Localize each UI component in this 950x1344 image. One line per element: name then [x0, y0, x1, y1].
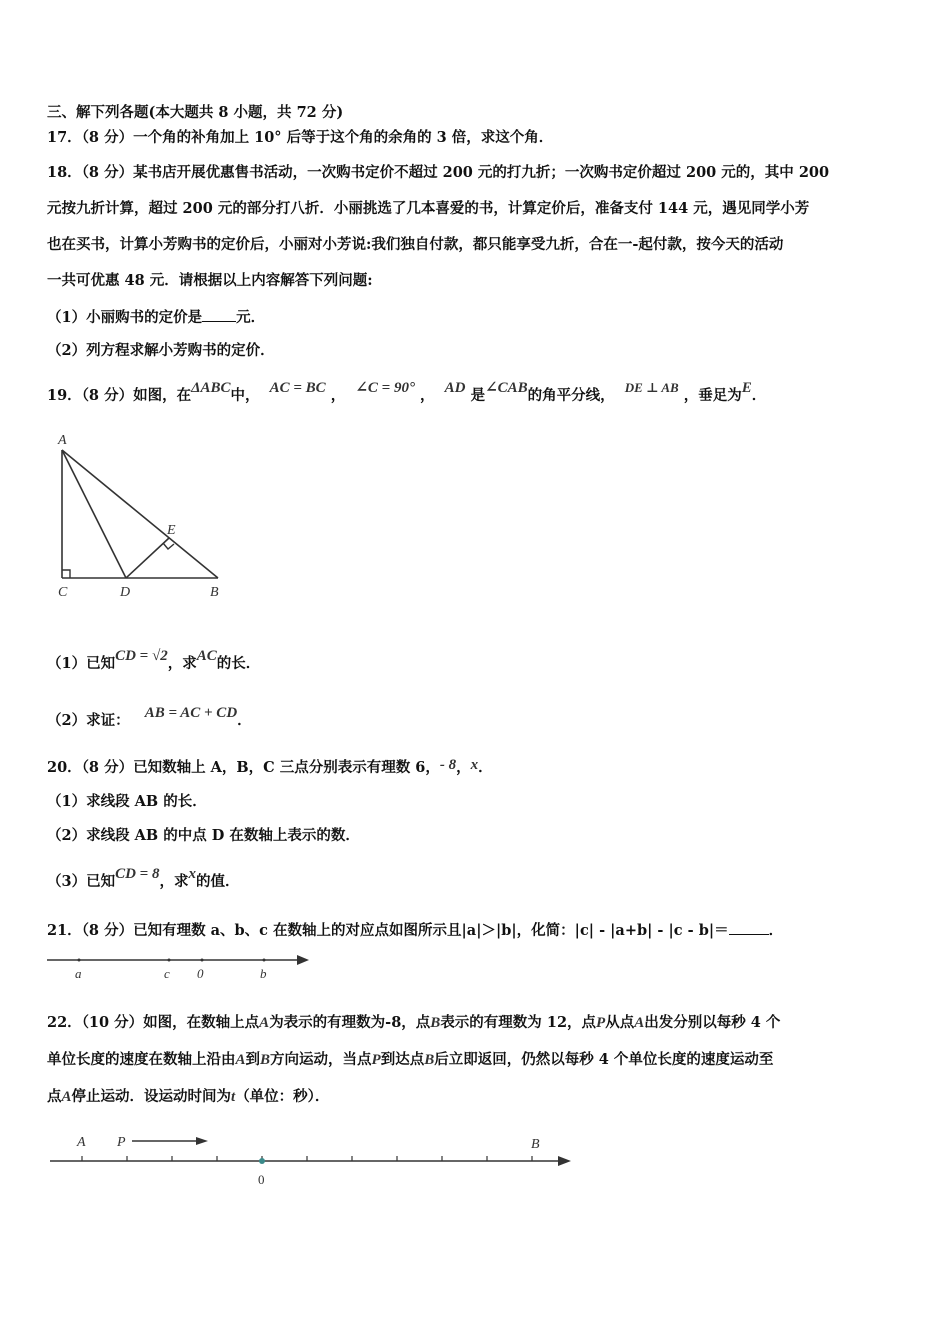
q22-label-b: B	[531, 1137, 540, 1152]
question-19	[47, 380, 767, 406]
math-neg8: - 8	[439, 757, 457, 773]
q22-label-0: 0	[258, 1172, 265, 1187]
q20-t1: （8 分）已知数轴上 A，B，C 三点分别表示有理数 6，	[81, 759, 440, 776]
math-b: B	[430, 1015, 441, 1031]
math-cd-sqrt2: CD = √2	[115, 648, 168, 664]
question-18-line1	[47, 163, 829, 183]
fig-label-a: A	[58, 433, 67, 448]
section-header: 三、解下列各题(本大题共 8 小题，共 72 分)	[47, 104, 344, 121]
math-a: A	[634, 1015, 645, 1031]
q21-end: ．	[768, 922, 784, 939]
question-18-line3: 也在买书，计算小芳购书的定价后，小丽对小芳说:我们独自付款，都只能享受九折，合在一-起付款，按今天的活动	[47, 236, 784, 253]
math-angle-c: ∠C = 90°	[355, 380, 415, 396]
answer-blank[interactable]	[202, 307, 236, 322]
math-t: t	[231, 1089, 236, 1105]
math-ac-eq-bc: AC = BC	[269, 380, 326, 396]
q20-t3: ．	[478, 759, 493, 776]
question-20	[47, 758, 493, 778]
math-angle-cab: ∠CAB	[485, 380, 528, 396]
q21-text: （8 分）已知有理数 a、b、c 在数轴上的对应点如图所示且|a|＞|b|，化简：|c| - |a+b| - |c - b|＝	[81, 922, 729, 939]
q22-l2a: 单位长度的速度在数轴上沿由	[47, 1051, 236, 1068]
q20-sub3-end: 的值．	[195, 873, 240, 890]
math-cd-8: CD = 8	[115, 866, 160, 882]
q19-t5: 是	[470, 387, 486, 404]
question-18-line4: 一共可优惠 48 元．请根据以上内容解答下列问题:	[47, 272, 373, 289]
math-p: P	[371, 1052, 381, 1068]
q22-l3b: 停止运动．设运动时间为	[71, 1088, 232, 1105]
q19-t4: ，	[420, 387, 435, 404]
q22-number: 22．	[47, 1014, 82, 1031]
q22-l1b: 为表示的有理数为-8，点	[269, 1014, 431, 1031]
q19-sub2-text: （2）求证：	[47, 712, 130, 729]
question-18-line2: 元按九折计算，超过 200 元的部分打八折．小丽挑选了几本喜爱的书，计算定价后，准备支付 144 元，遇见同学小芳	[47, 200, 810, 217]
q20-sub3-text: （3）已知	[47, 873, 116, 890]
q21-label-0: 0	[197, 966, 204, 981]
arrow-right-icon	[196, 1137, 208, 1145]
q20-sub1: （1）求线段 AB 的长．	[47, 793, 207, 810]
question-22-line2	[47, 1050, 773, 1070]
math-e: E	[741, 380, 752, 396]
math-b: B	[424, 1052, 435, 1068]
math-de-perp-ab: DE ⊥ AB	[624, 380, 679, 395]
q19-sub1-text: （1）已知	[47, 655, 116, 672]
q20-t2: ，	[456, 759, 471, 776]
answer-blank[interactable]	[729, 920, 769, 935]
math-x-2: x	[188, 866, 196, 882]
math-x: x	[470, 757, 479, 773]
q22-label-a: A	[77, 1135, 86, 1150]
fig-label-c: C	[58, 585, 68, 600]
question-21	[47, 920, 783, 941]
q18-number: 18．	[47, 164, 82, 181]
q21-label-b: b	[260, 966, 267, 981]
math-b: B	[260, 1052, 271, 1068]
q19-t2: 中，	[230, 387, 260, 404]
math-ab-eq: AB = AC + CD	[144, 705, 238, 721]
q17-number: 17．	[47, 129, 82, 146]
q19-sub2	[47, 705, 252, 731]
q19-t7: ，垂足为	[683, 387, 742, 404]
q21-number-line	[47, 948, 317, 984]
q18-sub1	[47, 307, 265, 328]
question-22-line1	[47, 1013, 780, 1033]
math-a: A	[235, 1052, 246, 1068]
q19-t6: 的角平分线，	[527, 387, 615, 404]
origin-point	[259, 1158, 265, 1164]
q19-sub1-end: 的长．	[216, 655, 261, 672]
q22-l1d: 从点	[605, 1014, 635, 1031]
math-p: P	[596, 1015, 606, 1031]
q21-number: 21．	[47, 922, 82, 939]
q20-number: 20．	[47, 759, 82, 776]
q22-l2d: 到达点	[380, 1051, 425, 1068]
q22-l1c: 表示的有理数为 12，点	[440, 1014, 597, 1031]
q20-sub2: （2）求线段 AB 的中点 D 在数轴上表示的数．	[47, 827, 360, 844]
math-ac: AC	[196, 648, 217, 664]
q22-l2c: 方向运动，当点	[270, 1051, 372, 1068]
q19-sub1	[47, 648, 261, 674]
fig-label-d: D	[120, 585, 131, 600]
math-triangle-abc: ΔABC	[191, 380, 231, 396]
q19-triangle-figure	[50, 430, 240, 605]
q22-number-line	[50, 1128, 580, 1190]
q19-t1: （8 分）如图，在	[81, 387, 192, 404]
q22-l3a: 点	[47, 1088, 62, 1105]
q20-sub3-ask: ，求	[159, 873, 189, 890]
question-17	[47, 128, 553, 148]
q19-t3: ，	[330, 387, 346, 404]
q22-label-p: P	[117, 1135, 126, 1150]
q19-t8: ．	[751, 387, 767, 404]
math-ad: AD	[444, 380, 466, 396]
fig-label-b: B	[210, 585, 219, 600]
q19-sub1-ask: ，求	[167, 655, 197, 672]
math-a: A	[61, 1089, 72, 1105]
q21-label-c: c	[164, 966, 170, 981]
q18-sub1-unit: 元．	[236, 309, 266, 326]
q22-l1a: （10 分）如图，在数轴上点	[81, 1014, 260, 1031]
q18-line1: （8 分）某书店开展优惠售书活动，一次购书定价不超过 200 元的打九折；一次购书定价超过 200 元的，其中 200	[81, 164, 830, 181]
q21-label-a: a	[75, 966, 82, 981]
q19-number: 19．	[47, 387, 82, 404]
q17-text: （8 分）一个角的补角加上 10° 后等于这个角的余角的 3 倍，求这个角．	[81, 129, 554, 146]
q18-sub2: （2）列方程求解小芳购书的定价．	[47, 342, 275, 359]
q22-l2b: 到	[245, 1051, 261, 1068]
q22-l3c: （单位：秒）．	[235, 1088, 330, 1105]
q20-sub3	[47, 866, 240, 892]
q22-l2e: 后立即返回，仍然以每秒 4 个单位长度的速度运动至	[434, 1051, 774, 1068]
question-22-line3	[47, 1087, 329, 1107]
q18-sub1-text: （1）小丽购书的定价是	[47, 309, 203, 326]
math-a: A	[259, 1015, 270, 1031]
q19-sub2-end: ．	[237, 712, 252, 729]
q22-l1e: 出发分别以每秒 4 个	[644, 1014, 781, 1031]
fig-label-e: E	[167, 523, 176, 538]
